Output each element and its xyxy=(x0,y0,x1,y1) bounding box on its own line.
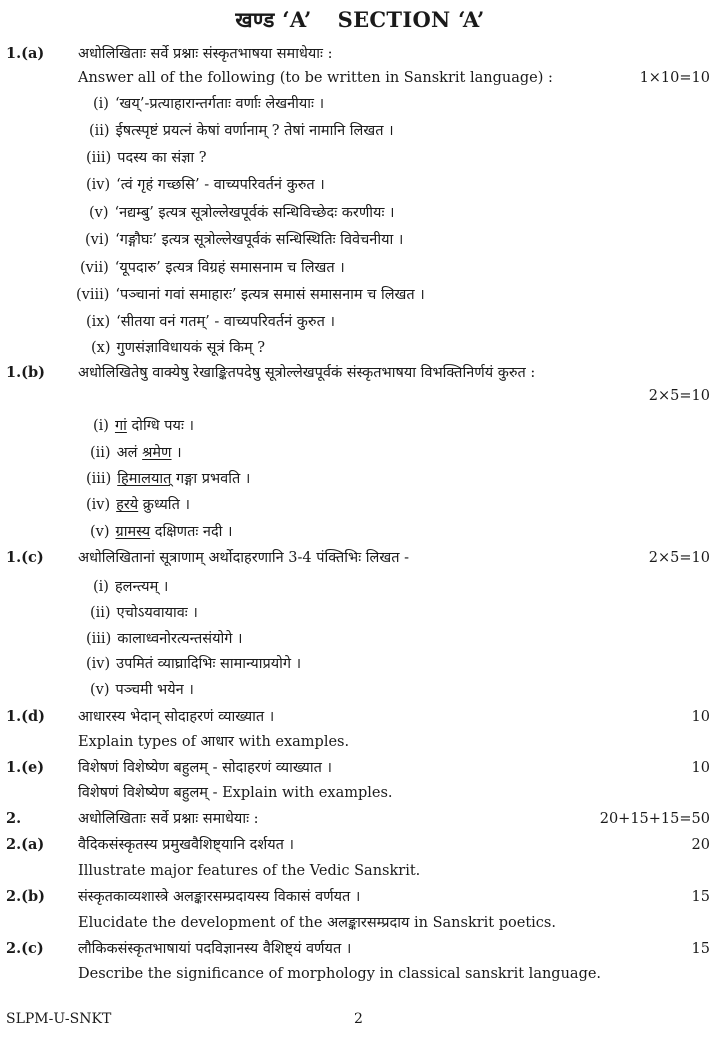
question-1b-heading xyxy=(0,361,720,385)
section-title-hindi: खण्ड ‘A’ xyxy=(235,7,312,32)
item-roman: (x) xyxy=(91,340,111,356)
item-text: कालाध्वनोरत्यन्तसंयोगे । xyxy=(117,631,243,647)
item-text: ईषत्स्पृष्टं प्रयत्नं केषां वर्णानाम् ? तेषां नामानि लिखत । xyxy=(115,123,394,139)
question-text: लौकिकसंस्कृतभाषायां पदविज्ञानस्य वैशिष्ट्यं वर्णयत । xyxy=(78,941,352,957)
question-1a-instruction-en xyxy=(0,66,720,90)
list-item xyxy=(0,467,720,491)
item-roman: (v) xyxy=(89,205,109,221)
list-item xyxy=(0,92,720,116)
item-text: ‘खय्’-प्रत्याहारान्तर्गताः वर्णाः लेखनीयाः । xyxy=(114,96,325,112)
item-text: अलं xyxy=(116,445,143,461)
paper-code: SLPM-U-SNKT xyxy=(6,1011,112,1027)
item-text: ‘त्वं गृहं गच्छसि’ - वाच्यपरिवर्तनं कुरुत । xyxy=(116,177,325,193)
item-roman: (iii) xyxy=(86,471,112,487)
question-1e xyxy=(0,756,720,780)
question-text-english: Elucidate the development of the अलङ्कारसम्प्रदाय in Sanskrit poetics. xyxy=(78,915,556,931)
question-text-english: Explain types of आधार with examples. xyxy=(78,734,350,750)
question-text: संस्कृतकाव्यशास्त्रे अलङ्कारसम्प्रदायस्य विकासं वर्णयत । xyxy=(78,889,361,905)
item-roman: (iii) xyxy=(86,150,112,166)
question-marks: 1×10=10 xyxy=(639,70,710,86)
question-text: विशेषणं विशेष्येण बहुलम् - सोदाहरणं व्याख्यात । xyxy=(78,760,332,776)
list-item xyxy=(0,283,720,307)
item-text: ‘गङ्गौघः’ इत्यत्र सूत्रोल्लेखपूर्वकं सन्धिस्थितिः विवेचनीया । xyxy=(115,232,404,248)
item-text: ‘सीतया वनं गतम्’ - वाच्यपरिवर्तनं कुरुत । xyxy=(116,314,335,330)
question-number: 2.(a) xyxy=(6,836,45,853)
list-item xyxy=(0,201,720,225)
question-text: अधोलिखिताः सर्वे प्रश्नाः समाधेयाः : xyxy=(78,811,259,827)
question-number: 1.(e) xyxy=(6,759,45,776)
list-item xyxy=(0,256,720,280)
list-item xyxy=(0,678,720,702)
question-1e-english xyxy=(0,781,720,805)
item-roman: (viii) xyxy=(76,287,110,303)
list-item xyxy=(0,146,720,170)
item-text: उपमितं व्याघ्रादिभिः सामान्याप्रयोगे । xyxy=(116,656,302,672)
underlined-word: गां xyxy=(114,418,127,434)
question-marks: 20+15+15=50 xyxy=(599,811,710,827)
question-number: 2.(c) xyxy=(6,940,44,957)
item-roman: (iv) xyxy=(86,497,111,513)
list-item xyxy=(0,601,720,625)
question-instruction: अधोलिखितानां सूत्राणाम् अर्थोदाहरणानि 3-4 पंक्तिभिः लिखत - xyxy=(78,550,409,566)
item-text: एचोऽयवायावः । xyxy=(116,605,198,621)
item-text: हलन्त्यम् । xyxy=(114,579,169,595)
question-instruction: अधोलिखिताः सर्वे प्रश्नाः संस्कृतभाषया समाधेयाः : xyxy=(78,46,333,62)
question-text-english: Describe the significance of morphology in classical sanskrit language. xyxy=(78,966,602,982)
question-instruction: अधोलिखितेषु वाक्येषु रेखाङ्कितपदेषु सूत्रोल्लेखपूर्वकं संस्कृतभाषया विभक्तिनिर्णयं कुरुत : xyxy=(78,365,536,381)
item-roman: (i) xyxy=(93,96,109,112)
item-roman: (ii) xyxy=(90,445,111,461)
item-text: गुणसंज्ञाविधायकं सूत्रं किम् ? xyxy=(116,340,266,356)
question-1d xyxy=(0,705,720,729)
question-1b-marks-row xyxy=(0,384,720,408)
item-roman: (i) xyxy=(93,579,109,595)
item-roman: (vi) xyxy=(85,232,110,248)
question-1c-heading xyxy=(0,546,720,570)
item-text: पदस्य का संज्ञा ? xyxy=(117,150,207,166)
list-item xyxy=(0,228,720,252)
question-marks: 20 xyxy=(691,837,710,853)
list-item xyxy=(0,414,720,438)
question-number: 1.(d) xyxy=(6,708,45,725)
list-item xyxy=(0,173,720,197)
page-number: 2 xyxy=(354,1011,363,1027)
question-marks: 2×5=10 xyxy=(648,550,710,566)
list-item xyxy=(0,575,720,599)
item-text: पञ्चमी भयेन । xyxy=(115,682,194,698)
item-text: दोग्धि पयः । xyxy=(126,418,194,434)
question-text-english: Illustrate major features of the Vedic Sanskrit. xyxy=(78,863,421,879)
item-roman: (ii) xyxy=(90,605,111,621)
list-item xyxy=(0,119,720,143)
question-text-english: विशेषणं विशेष्येण बहुलम् - Explain with examples. xyxy=(78,785,393,801)
question-text: आधारस्य भेदान् सोदाहरणं व्याख्यात । xyxy=(78,709,275,725)
item-roman: (i) xyxy=(93,418,109,434)
underlined-word: हिमालयात् xyxy=(117,471,172,487)
question-marks: 10 xyxy=(691,709,710,725)
list-item xyxy=(0,520,720,544)
question-text: वैदिकसंस्कृतस्य प्रमुखवैशिष्ट्यानि दर्शयत । xyxy=(78,837,294,853)
list-item xyxy=(0,336,720,360)
item-text: दक्षिणतः नदी । xyxy=(150,524,233,540)
section-title xyxy=(0,6,720,34)
list-item xyxy=(0,627,720,651)
item-text: । xyxy=(171,445,182,461)
question-number: 1.(a) xyxy=(6,45,45,62)
question-number: 1.(c) xyxy=(6,549,44,566)
item-text: गङ्गा प्रभवति । xyxy=(171,471,251,487)
item-roman: (iii) xyxy=(86,631,112,647)
question-marks: 2×5=10 xyxy=(648,388,710,404)
item-text: ‘यूपदारु’ इत्यत्र विग्रहं समासनाम च लिखत । xyxy=(114,260,345,276)
question-2c xyxy=(0,937,720,961)
question-number: 1.(b) xyxy=(6,364,45,381)
question-1a-heading xyxy=(0,42,720,66)
item-text: क्रुध्यति । xyxy=(138,497,190,513)
question-number: 2.(b) xyxy=(6,888,45,905)
question-2a-english xyxy=(0,859,720,883)
item-roman: (v) xyxy=(90,682,110,698)
question-2b xyxy=(0,885,720,909)
item-roman: (vii) xyxy=(80,260,109,276)
item-roman: (ii) xyxy=(89,123,110,139)
question-number: 2. xyxy=(6,810,22,827)
question-2c-english xyxy=(0,962,720,986)
list-item xyxy=(0,493,720,517)
section-title-english: SECTION ‘A’ xyxy=(337,7,485,32)
underlined-word: ग्रामस्य xyxy=(115,524,151,540)
item-roman: (v) xyxy=(90,524,110,540)
list-item xyxy=(0,652,720,676)
question-marks: 10 xyxy=(691,760,710,776)
question-2b-english xyxy=(0,911,720,935)
question-2 xyxy=(0,807,720,831)
underlined-word: श्रमेण xyxy=(142,445,172,461)
item-text: ‘नद्यम्बु’ इत्यत्र सूत्रोल्लेखपूर्वकं सन्धिविच्छेदः करणीयः । xyxy=(114,205,395,221)
item-text: ‘पञ्चानां गवां समाहारः’ इत्यत्र समासं समासनाम च लिखत । xyxy=(115,287,425,303)
underlined-word: हरये xyxy=(116,497,139,513)
question-marks: 15 xyxy=(691,889,710,905)
question-2a xyxy=(0,833,720,857)
question-marks: 15 xyxy=(691,941,710,957)
list-item xyxy=(0,310,720,334)
item-roman: (ix) xyxy=(86,314,111,330)
list-item xyxy=(0,441,720,465)
question-instruction-english: Answer all of the following (to be written in Sanskrit language) : xyxy=(78,70,553,86)
question-1d-english xyxy=(0,730,720,754)
item-roman: (iv) xyxy=(86,177,111,193)
item-roman: (iv) xyxy=(86,656,111,672)
